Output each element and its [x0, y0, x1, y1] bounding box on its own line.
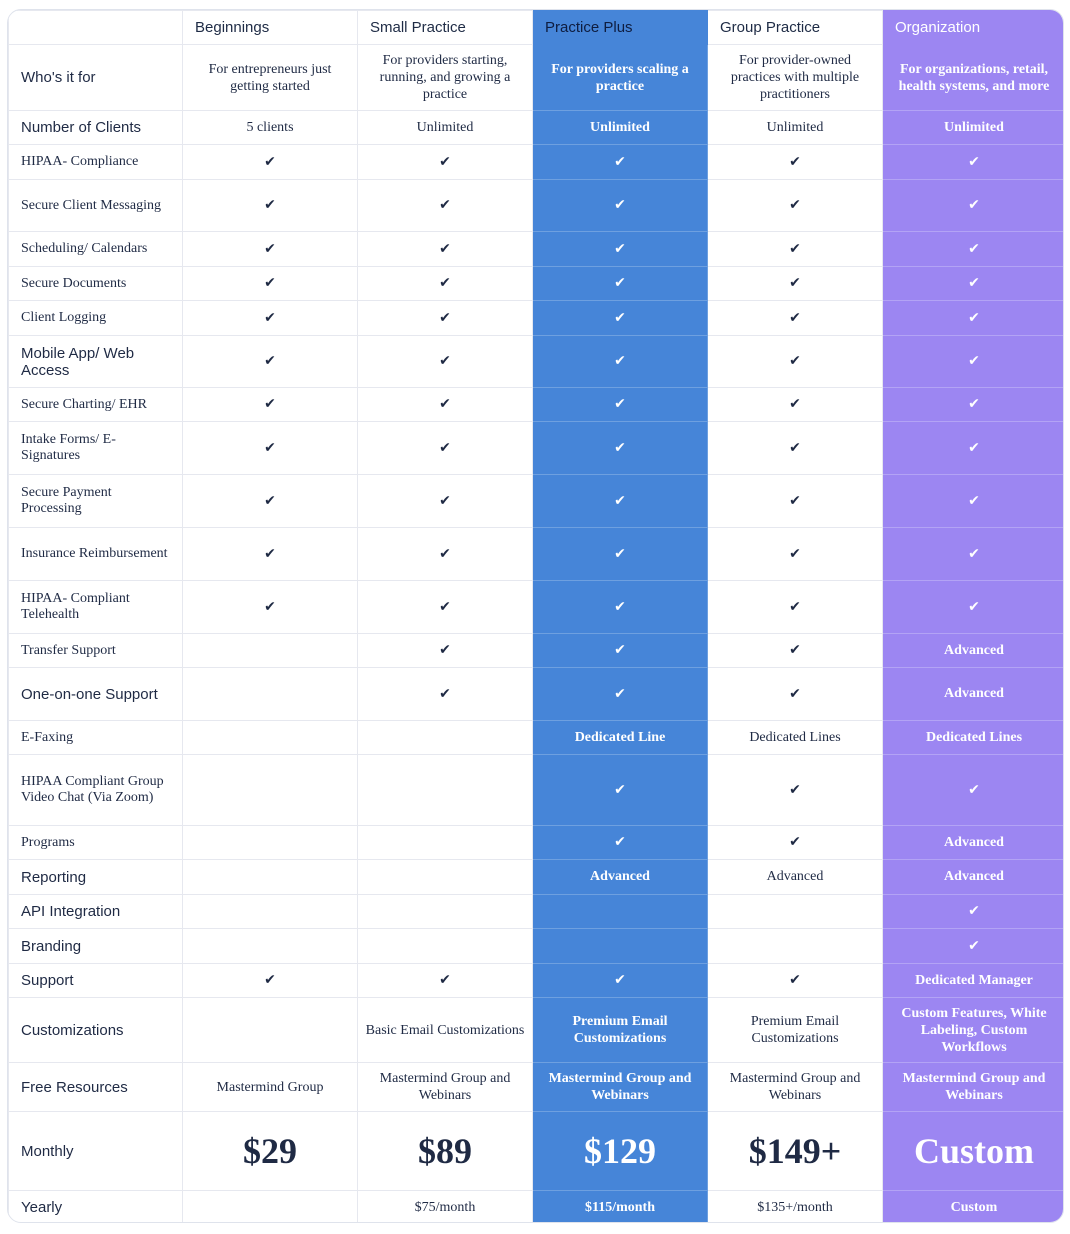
feature-cell: Unlimited	[533, 111, 708, 145]
table-row	[9, 998, 1065, 1063]
feature-cell	[883, 388, 1065, 422]
feature-label: Mobile App/ Web Access	[9, 336, 183, 388]
price-cell: $89	[358, 1112, 533, 1191]
feature-cell: Mastermind Group and Webinars	[883, 1063, 1065, 1112]
feature-label: HIPAA- Compliant Telehealth	[9, 581, 183, 634]
feature-cell: Dedicated Manager	[883, 964, 1065, 998]
checkmark-icon: ✔	[614, 545, 626, 562]
feature-cell	[358, 528, 533, 581]
feature-label: Reporting	[9, 860, 183, 895]
feature-cell: 5 clients	[183, 111, 358, 145]
checkmark-icon: ✔	[439, 492, 451, 509]
feature-cell	[358, 301, 533, 336]
feature-cell	[533, 301, 708, 336]
feature-cell: Unlimited	[883, 111, 1065, 145]
feature-cell: Advanced	[883, 860, 1065, 895]
feature-cell	[533, 336, 708, 388]
table-row	[9, 634, 1065, 668]
table-row	[9, 929, 1065, 964]
feature-cell	[358, 232, 533, 267]
checkmark-icon: ✔	[264, 396, 276, 412]
feature-cell	[183, 964, 358, 998]
feature-cell	[183, 145, 358, 180]
checkmark-icon: ✔	[789, 153, 801, 170]
feature-cell	[533, 528, 708, 581]
feature-cell	[533, 964, 708, 998]
plan-header-beginnings[interactable]: Beginnings	[183, 11, 358, 45]
checkmark-icon: ✔	[264, 309, 276, 326]
feature-cell	[883, 895, 1065, 929]
table-row	[9, 336, 1065, 388]
corner-cell	[9, 11, 183, 45]
feature-cell	[358, 755, 533, 826]
feature-cell	[708, 668, 883, 721]
checkmark-icon: ✔	[789, 781, 801, 798]
checkmark-icon: ✔	[789, 685, 801, 702]
checkmark-icon: ✔	[439, 642, 451, 658]
feature-cell	[883, 180, 1065, 232]
feature-cell: $115/month	[533, 1191, 708, 1224]
feature-cell	[183, 929, 358, 964]
feature-cell: For organizations, retail, health systems, and more	[883, 45, 1065, 111]
feature-label: Insurance Reimbursement	[9, 528, 183, 581]
feature-cell	[883, 267, 1065, 301]
feature-cell: Dedicated Line	[533, 721, 708, 755]
feature-cell: Dedicated Lines	[883, 721, 1065, 755]
feature-label: Free Resources	[9, 1063, 183, 1112]
table-row	[9, 267, 1065, 301]
feature-cell	[533, 180, 708, 232]
feature-cell	[708, 581, 883, 634]
feature-label: One-on-one Support	[9, 668, 183, 721]
feature-cell	[708, 336, 883, 388]
feature-cell	[708, 826, 883, 860]
feature-label: Intake Forms/ E-Signatures	[9, 422, 183, 475]
checkmark-icon: ✔	[264, 598, 276, 615]
checkmark-icon: ✔	[968, 309, 980, 326]
checkmark-icon: ✔	[264, 197, 276, 213]
checkmark-icon: ✔	[614, 834, 626, 850]
table-row	[9, 826, 1065, 860]
checkmark-icon: ✔	[439, 396, 451, 412]
price-cell: $129	[533, 1112, 708, 1191]
feature-cell	[183, 301, 358, 336]
feature-cell	[183, 860, 358, 895]
checkmark-icon: ✔	[264, 972, 276, 988]
checkmark-icon: ✔	[439, 685, 451, 702]
feature-cell	[183, 895, 358, 929]
feature-cell	[358, 668, 533, 721]
feature-cell	[183, 475, 358, 528]
feature-cell: Mastermind Group and Webinars	[358, 1063, 533, 1112]
feature-cell	[533, 388, 708, 422]
feature-cell	[358, 145, 533, 180]
price-cell: $149+	[708, 1112, 883, 1191]
feature-cell	[533, 895, 708, 929]
feature-label: E-Faxing	[9, 721, 183, 755]
table-row	[9, 111, 1065, 145]
checkmark-icon: ✔	[614, 598, 626, 615]
checkmark-icon: ✔	[968, 197, 980, 213]
checkmark-icon: ✔	[968, 937, 980, 954]
feature-label: Programs	[9, 826, 183, 860]
checkmark-icon: ✔	[614, 781, 626, 798]
checkmark-icon: ✔	[789, 197, 801, 213]
price-cell: Custom	[883, 1112, 1065, 1191]
table-row	[9, 145, 1065, 180]
checkmark-icon: ✔	[439, 240, 451, 257]
checkmark-icon: ✔	[439, 972, 451, 988]
checkmark-icon: ✔	[789, 275, 801, 291]
feature-label: Monthly	[9, 1112, 183, 1191]
feature-cell: For providers starting, running, and growing a practice	[358, 45, 533, 111]
checkmark-icon: ✔	[789, 598, 801, 615]
feature-cell: For provider-owned practices with multiple practitioners	[708, 45, 883, 111]
feature-label: Secure Charting/ EHR	[9, 388, 183, 422]
feature-label: Secure Client Messaging	[9, 180, 183, 232]
checkmark-icon: ✔	[264, 492, 276, 509]
feature-cell	[708, 145, 883, 180]
feature-cell	[883, 475, 1065, 528]
feature-cell	[708, 755, 883, 826]
checkmark-icon: ✔	[439, 309, 451, 326]
feature-cell	[883, 145, 1065, 180]
checkmark-icon: ✔	[439, 598, 451, 615]
table-row	[9, 964, 1065, 998]
checkmark-icon: ✔	[968, 598, 980, 615]
feature-cell	[183, 388, 358, 422]
checkmark-icon: ✔	[968, 492, 980, 509]
feature-cell: Premium Email Customizations	[533, 998, 708, 1063]
feature-cell	[183, 721, 358, 755]
checkmark-icon: ✔	[789, 972, 801, 988]
feature-cell	[533, 145, 708, 180]
feature-cell	[533, 232, 708, 267]
table-row	[9, 895, 1065, 929]
feature-cell	[183, 422, 358, 475]
feature-cell	[533, 422, 708, 475]
feature-cell	[708, 180, 883, 232]
feature-cell: Custom Features, White Labeling, Custom Workflows	[883, 998, 1065, 1063]
table-row	[9, 422, 1065, 475]
table-row	[9, 668, 1065, 721]
checkmark-icon: ✔	[968, 545, 980, 562]
checkmark-icon: ✔	[264, 353, 276, 369]
feature-cell	[183, 232, 358, 267]
feature-cell	[708, 964, 883, 998]
feature-label: Number of Clients	[9, 111, 183, 145]
plan-header-practice-plus[interactable]: Practice Plus	[533, 11, 708, 45]
feature-cell: Dedicated Lines	[708, 721, 883, 755]
checkmark-icon: ✔	[968, 153, 980, 170]
feature-cell	[883, 422, 1065, 475]
feature-label: Secure Payment Processing	[9, 475, 183, 528]
feature-cell: Mastermind Group	[183, 1063, 358, 1112]
feature-cell	[183, 1191, 358, 1224]
checkmark-icon: ✔	[968, 275, 980, 291]
table-row	[9, 755, 1065, 826]
checkmark-icon: ✔	[789, 834, 801, 850]
feature-cell	[358, 895, 533, 929]
feature-cell: Unlimited	[358, 111, 533, 145]
plan-header-organization[interactable]: Organization	[883, 11, 1065, 45]
checkmark-icon: ✔	[789, 545, 801, 562]
checkmark-icon: ✔	[264, 153, 276, 170]
pricing-comparison-table	[7, 9, 1064, 1223]
feature-label: HIPAA Compliant Group Video Chat (Via Zoom)	[9, 755, 183, 826]
feature-cell	[883, 929, 1065, 964]
feature-cell: Advanced	[533, 860, 708, 895]
table-row	[9, 180, 1065, 232]
feature-cell	[358, 422, 533, 475]
feature-cell	[533, 581, 708, 634]
feature-cell	[708, 388, 883, 422]
feature-cell	[883, 581, 1065, 634]
checkmark-icon: ✔	[968, 396, 980, 412]
feature-cell	[183, 180, 358, 232]
feature-label: API Integration	[9, 895, 183, 929]
feature-cell	[183, 528, 358, 581]
checkmark-icon: ✔	[614, 275, 626, 291]
table-row	[9, 232, 1065, 267]
pricing-table	[8, 10, 1064, 1223]
feature-cell	[708, 895, 883, 929]
feature-cell	[183, 634, 358, 668]
plan-header-row	[9, 11, 1065, 45]
feature-cell	[883, 232, 1065, 267]
table-row	[9, 475, 1065, 528]
feature-cell	[358, 634, 533, 668]
feature-cell	[358, 581, 533, 634]
feature-label: Secure Documents	[9, 267, 183, 301]
feature-cell: $135+/month	[708, 1191, 883, 1224]
table-row	[9, 388, 1065, 422]
feature-cell	[533, 826, 708, 860]
feature-cell	[183, 581, 358, 634]
feature-cell: Advanced	[708, 860, 883, 895]
feature-cell	[883, 755, 1065, 826]
checkmark-icon: ✔	[789, 492, 801, 509]
checkmark-icon: ✔	[264, 275, 276, 291]
feature-cell: Mastermind Group and Webinars	[533, 1063, 708, 1112]
checkmark-icon: ✔	[614, 353, 626, 369]
feature-cell: Mastermind Group and Webinars	[708, 1063, 883, 1112]
feature-cell	[533, 475, 708, 528]
checkmark-icon: ✔	[264, 545, 276, 562]
checkmark-icon: ✔	[439, 275, 451, 291]
checkmark-icon: ✔	[968, 903, 980, 919]
checkmark-icon: ✔	[789, 396, 801, 412]
feature-cell	[358, 475, 533, 528]
plan-header-small-practice[interactable]: Small Practice	[358, 11, 533, 45]
feature-cell	[183, 826, 358, 860]
checkmark-icon: ✔	[614, 153, 626, 170]
price-cell: $29	[183, 1112, 358, 1191]
table-row	[9, 528, 1065, 581]
feature-cell	[183, 755, 358, 826]
feature-cell	[533, 929, 708, 964]
feature-cell	[533, 755, 708, 826]
feature-label: HIPAA- Compliance	[9, 145, 183, 180]
feature-cell	[358, 267, 533, 301]
checkmark-icon: ✔	[439, 353, 451, 369]
checkmark-icon: ✔	[264, 240, 276, 257]
feature-cell	[183, 267, 358, 301]
feature-cell	[708, 475, 883, 528]
feature-cell: Advanced	[883, 826, 1065, 860]
feature-cell: Unlimited	[708, 111, 883, 145]
feature-cell: Custom	[883, 1191, 1065, 1224]
checkmark-icon: ✔	[439, 545, 451, 562]
feature-cell	[358, 929, 533, 964]
checkmark-icon: ✔	[614, 492, 626, 509]
checkmark-icon: ✔	[789, 642, 801, 658]
feature-cell	[358, 336, 533, 388]
feature-cell: Basic Email Customizations	[358, 998, 533, 1063]
feature-cell	[708, 634, 883, 668]
feature-cell	[183, 998, 358, 1063]
checkmark-icon: ✔	[614, 197, 626, 213]
checkmark-icon: ✔	[614, 396, 626, 412]
feature-cell	[183, 336, 358, 388]
table-row	[9, 1063, 1065, 1112]
checkmark-icon: ✔	[968, 353, 980, 369]
feature-cell	[358, 388, 533, 422]
checkmark-icon: ✔	[968, 781, 980, 798]
feature-label: Client Logging	[9, 301, 183, 336]
feature-cell	[533, 634, 708, 668]
feature-label: Who's it for	[9, 45, 183, 111]
feature-cell	[708, 232, 883, 267]
feature-cell	[708, 929, 883, 964]
feature-rows	[9, 45, 1065, 1224]
checkmark-icon: ✔	[968, 240, 980, 257]
checkmark-icon: ✔	[439, 439, 451, 456]
feature-cell: Premium Email Customizations	[708, 998, 883, 1063]
feature-cell	[183, 668, 358, 721]
checkmark-icon: ✔	[789, 353, 801, 369]
feature-label: Yearly	[9, 1191, 183, 1224]
checkmark-icon: ✔	[614, 972, 626, 988]
feature-label: Branding	[9, 929, 183, 964]
checkmark-icon: ✔	[439, 153, 451, 170]
checkmark-icon: ✔	[439, 197, 451, 213]
table-row	[9, 721, 1065, 755]
plan-header-group-practice[interactable]: Group Practice	[708, 11, 883, 45]
checkmark-icon: ✔	[789, 309, 801, 326]
table-row	[9, 45, 1065, 111]
feature-cell	[533, 668, 708, 721]
table-row	[9, 581, 1065, 634]
checkmark-icon: ✔	[614, 439, 626, 456]
checkmark-icon: ✔	[789, 439, 801, 456]
feature-cell	[358, 860, 533, 895]
feature-cell: $75/month	[358, 1191, 533, 1224]
checkmark-icon: ✔	[614, 642, 626, 658]
table-row	[9, 301, 1065, 336]
feature-cell	[358, 964, 533, 998]
feature-cell: For providers scaling a practice	[533, 45, 708, 111]
table-row	[9, 860, 1065, 895]
feature-cell	[358, 826, 533, 860]
feature-cell	[708, 528, 883, 581]
table-row	[9, 1191, 1065, 1224]
feature-label: Customizations	[9, 998, 183, 1063]
feature-cell	[883, 301, 1065, 336]
feature-cell	[708, 301, 883, 336]
feature-cell: Advanced	[883, 668, 1065, 721]
checkmark-icon: ✔	[789, 240, 801, 257]
feature-label: Support	[9, 964, 183, 998]
feature-cell: For entrepreneurs just getting started	[183, 45, 358, 111]
feature-cell: Advanced	[883, 634, 1065, 668]
feature-cell	[358, 180, 533, 232]
feature-cell	[883, 336, 1065, 388]
feature-label: Transfer Support	[9, 634, 183, 668]
feature-cell	[883, 528, 1065, 581]
feature-cell	[708, 267, 883, 301]
checkmark-icon: ✔	[614, 240, 626, 257]
checkmark-icon: ✔	[614, 685, 626, 702]
checkmark-icon: ✔	[264, 439, 276, 456]
feature-cell	[358, 721, 533, 755]
table-row	[9, 1112, 1065, 1191]
feature-cell	[533, 267, 708, 301]
checkmark-icon: ✔	[968, 439, 980, 456]
feature-cell	[708, 422, 883, 475]
checkmark-icon: ✔	[614, 309, 626, 326]
feature-label: Scheduling/ Calendars	[9, 232, 183, 267]
